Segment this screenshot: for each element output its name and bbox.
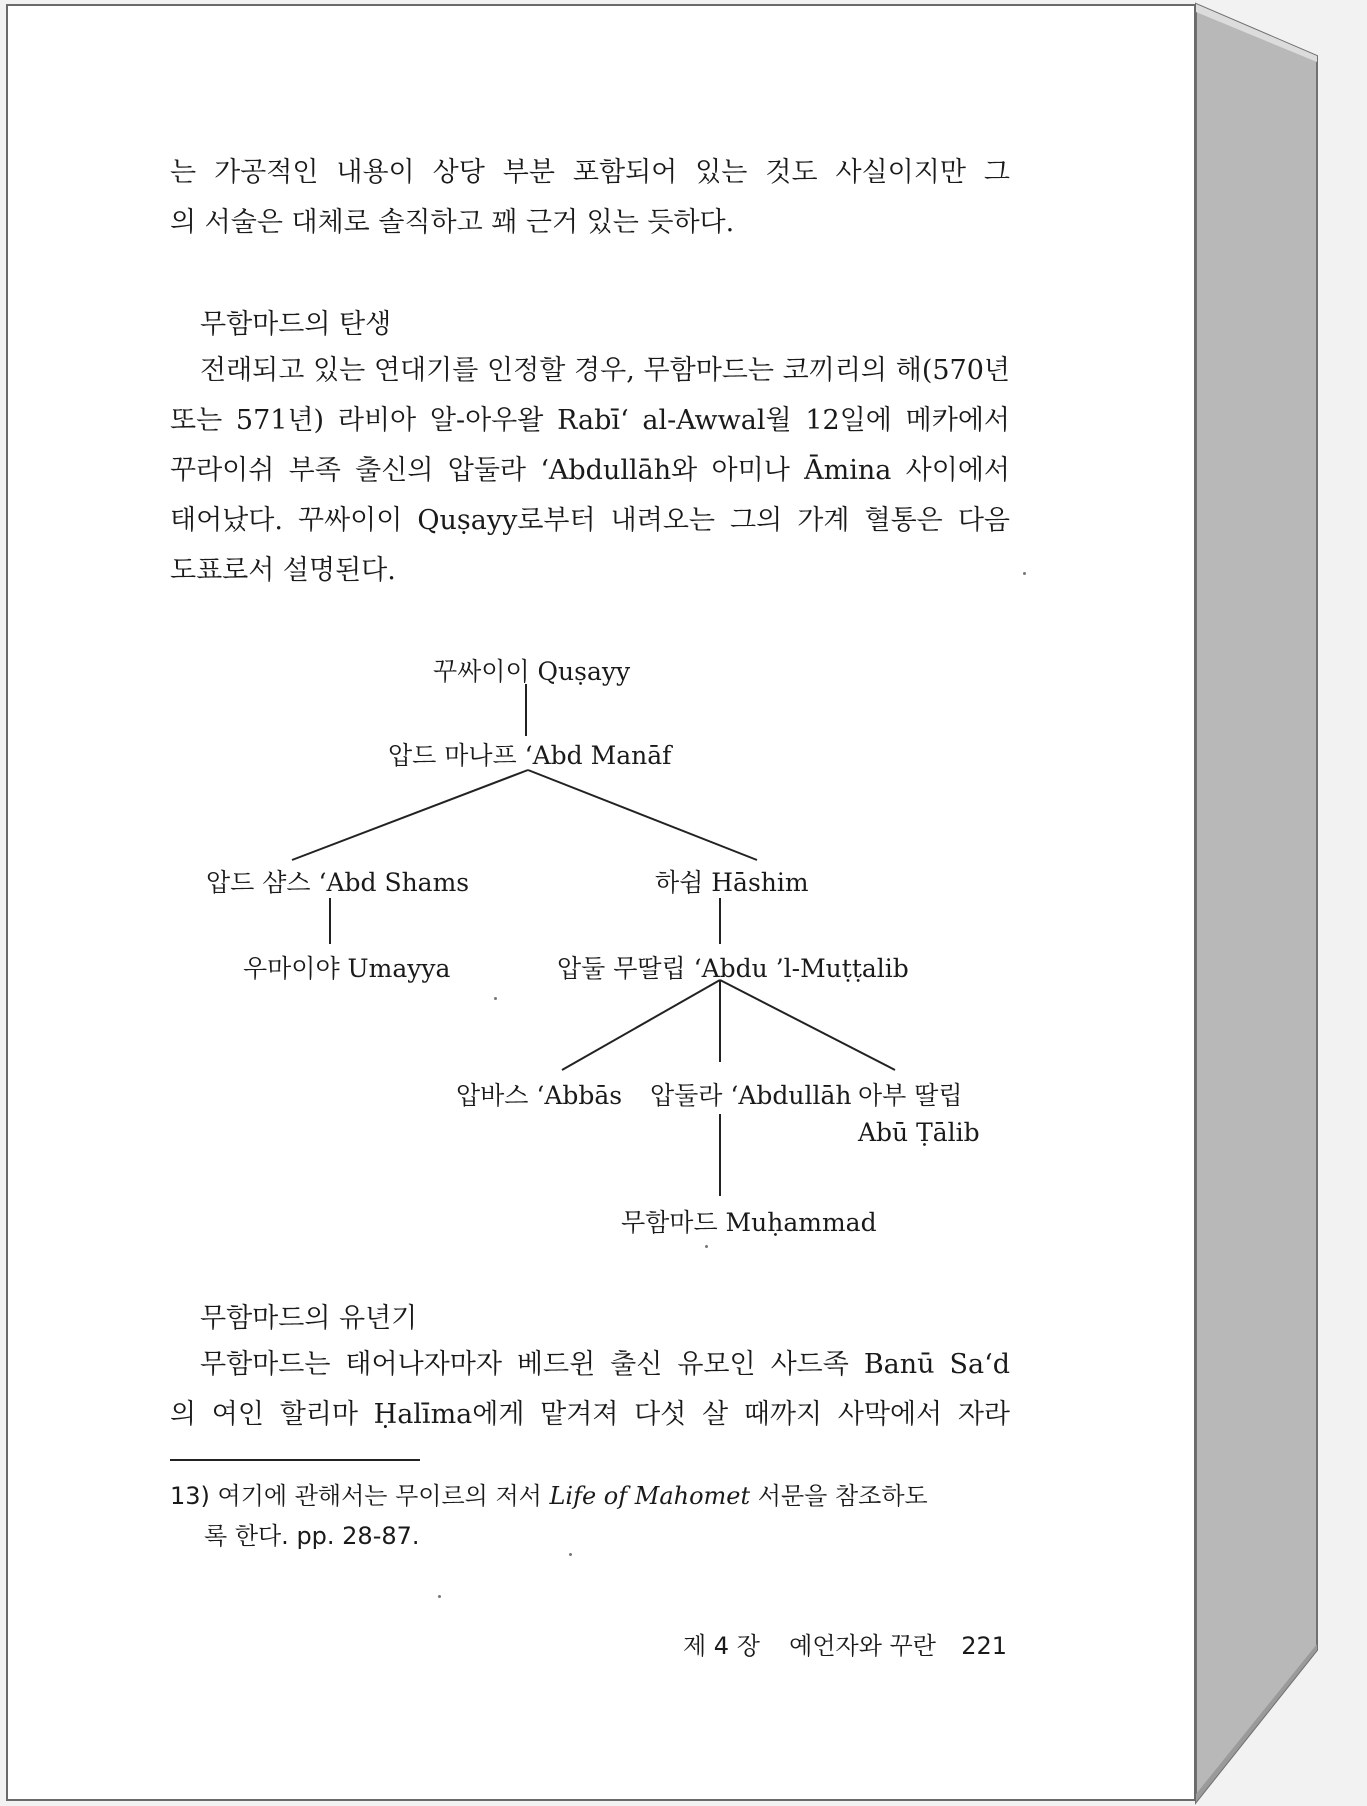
childhood-paragraph [170, 1340, 1010, 1440]
footer-chapter-title: 예언자와 꾸란 [789, 1632, 936, 1660]
scan-speck [705, 1245, 708, 1248]
tree-node-abu-talib: 아부 딸립 [858, 1081, 963, 1110]
text-line: 전래되고 있는 연대기를 인정할 경우, 무함마드는 코끼리의 해(570년 [200, 355, 1010, 386]
footnote-rule [170, 1459, 420, 1461]
text-line: 또는 571년) 라비아 알-아우왈 Rabī‘ al-Awwal월 12일에 메카에서 [170, 405, 1010, 436]
scan-speck [494, 997, 497, 1000]
section-heading-childhood: 무함마드의 유년기 [200, 1303, 418, 1334]
tree-node-abdullah: 압둘라 ‘Abdullāh [650, 1081, 852, 1110]
text-line: 꾸라이쉬 부족 출신의 압둘라 ‘Abdullāh와 아미나 Āmina 사이에서 [170, 455, 1010, 486]
scan-speck [569, 1553, 572, 1556]
footer-chapter: 제 4 장 [682, 1632, 760, 1660]
text-line: 태어났다. 꾸싸이이 Quṣayy로부터 내려오는 그의 가계 혈통은 다음 [170, 505, 1010, 536]
footnote [170, 1476, 1010, 1556]
footnote-book-title: Life of Mahomet [549, 1482, 751, 1510]
text-line: 도표로서 설명된다. [170, 555, 396, 586]
page-number: 221 [961, 1632, 1007, 1660]
scan-speck [438, 1595, 441, 1598]
tree-node-qusayy: 꾸싸이이 Quṣayy [433, 657, 631, 686]
tree-node-abd-manaf: 압드 마나프 ‘Abd Manāf [388, 741, 672, 770]
tree-node-muhammad: 무함마드 Muḥammad [621, 1208, 877, 1237]
text-line: 는 가공적인 내용이 상당 부분 포함되어 있는 것도 사실이지만 그 [170, 157, 1010, 188]
tree-node-abu-talib-latin: Abū Ṭālib [858, 1118, 980, 1147]
running-footer [683, 1626, 1007, 1661]
section-heading-birth: 무함마드의 탄생 [200, 309, 392, 340]
scan-speck [1023, 572, 1026, 575]
tree-node-umayya: 우마이야 Umayya [243, 954, 451, 983]
footnote-text: 여기에 관해서는 무이르의 저서 [217, 1482, 542, 1510]
tree-node-abd-shams: 압드 샴스 ‘Abd Shams [206, 868, 470, 897]
tree-node-hashim: 하쉼 Hāshim [655, 868, 809, 897]
text-line: 의 여인 할리마 Ḥalīma에게 맡겨져 다섯 살 때까지 사막에서 자라 [170, 1399, 1010, 1430]
text-line: 무함마드는 태어나자마자 베드윈 출신 유모인 사드족 Banū Sa‘d [200, 1349, 1010, 1380]
tree-node-abdul-muttalib: 압둘 무딸립 ‘Abdu ’l-Muṭṭalib [557, 954, 909, 983]
footnote-number: 13) [170, 1482, 210, 1510]
text-line: 의 서술은 대체로 솔직하고 꽤 근거 있는 듯하다. [170, 207, 735, 238]
footnote-line-2: 록 한다. pp. 28-87. [204, 1522, 420, 1550]
footnote-text: 서문을 참조하도 [757, 1482, 928, 1510]
tree-node-abbas: 압바스 ‘Abbās [456, 1081, 623, 1110]
